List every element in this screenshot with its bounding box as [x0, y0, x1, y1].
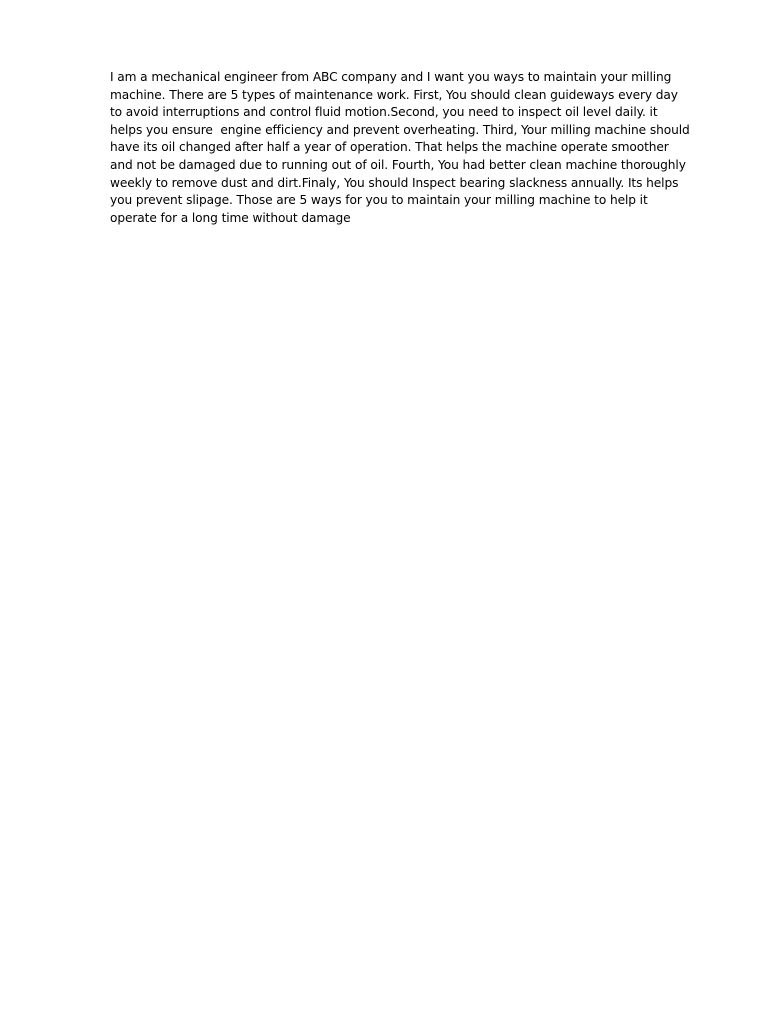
body-paragraph: I am a mechanical engineer from ABC company and I want you ways to maintain your milling machine. There are 5 types of maintenance work. First, You should clean guideways every day to avoid interruptions and control fluid motion.Second, you need to inspect oil level daily. it helps you ensure engine efficiency and prevent overheating. Third, Your milling machine should have its oil changed after half a year of operation. That helps the machine operate smoother and not be damaged due to running out of oil. Fourth, You had better clean machine thoroughly weekly to remove dust and dirt.Finaly, You should Inspect bearing slackness annually. Its helps you prevent slipage. Those are 5 ways for you to maintain your milling machine to help it operate for a long time without damage: [110, 70, 694, 225]
